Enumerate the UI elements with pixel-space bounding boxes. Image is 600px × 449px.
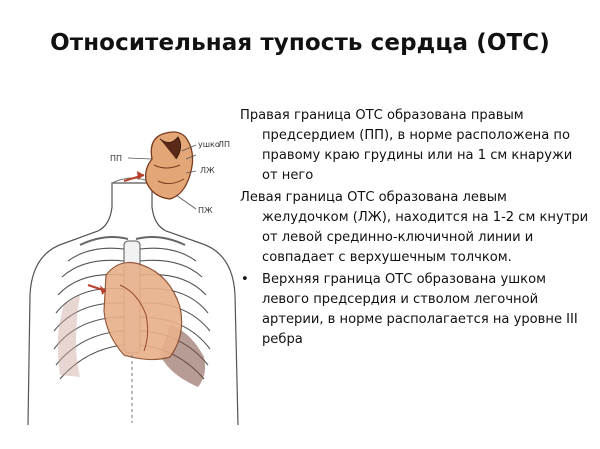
body-text [240, 106, 592, 350]
heart-dullness-area [104, 263, 182, 360]
label-ushko: ушко [198, 140, 220, 149]
clavicle-right [80, 237, 128, 245]
paragraph-rest: предсердием (ПП), в норме расположена по правому краю грудины или на 1 см кнаружи от него [262, 128, 573, 183]
label-lzh: ЛЖ [200, 166, 215, 175]
label-pp: ПП [110, 154, 123, 163]
label-pzh: ПЖ [198, 206, 213, 215]
paragraph-text: Верхняя граница ОТС образована ушком левого предсердия и стволом легочной артерии, в норме располагается на уровне III ребра [262, 272, 578, 347]
chest-heart-drawing [20, 125, 245, 425]
paragraph-right-border [240, 106, 592, 186]
heart-inset [146, 132, 193, 199]
clavicle-left [136, 237, 185, 245]
chest-heart-illustration [20, 125, 245, 425]
paragraph-left-border [240, 188, 592, 268]
bullet-icon: • [241, 272, 249, 287]
paragraph-upper-border [240, 270, 592, 350]
paragraph-first-line: Левая граница ОТС образована левым [240, 190, 507, 205]
label-lp: ЛП [218, 140, 231, 149]
paragraph-first-line: Правая граница ОТС образована правым [240, 108, 524, 123]
slide-title: Относительная тупость сердца (ОТС) [50, 30, 550, 56]
paragraph-rest: желудочком (ЛЖ), находится на 1-2 см кнутри от левой срединно-ключичной линии и совпадает с верхушечным толчком. [262, 210, 589, 265]
